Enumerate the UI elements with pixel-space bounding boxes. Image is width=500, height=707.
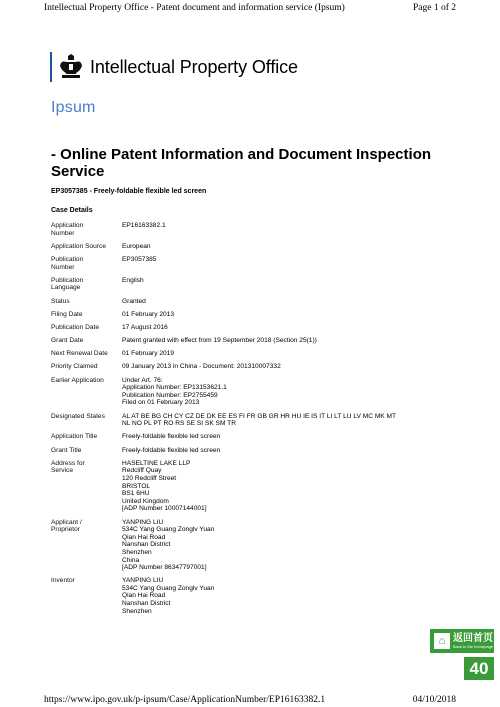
- details-value-line: Under Art. 76:: [122, 376, 163, 384]
- details-label-line: Priority Claimed: [51, 363, 98, 371]
- details-value-line: Redcliff Quay: [122, 467, 162, 475]
- details-value: [122, 377, 451, 407]
- details-label: [51, 277, 122, 292]
- details-value-line: 09 January 2013 in China - Document: 201310007332: [122, 363, 281, 371]
- details-value-line: Shenzhen: [122, 548, 152, 556]
- details-label: [51, 413, 122, 428]
- details-value: [122, 577, 451, 615]
- details-label: [51, 243, 122, 251]
- details-label: [51, 324, 122, 332]
- details-label-line: Designated States: [51, 412, 105, 420]
- details-label-line: Grant Title: [51, 446, 82, 454]
- ipsum-logo: [51, 99, 96, 117]
- details-label-line: Application: [51, 222, 84, 229]
- details-label: [51, 433, 122, 441]
- details-value-line: EP16163382.1: [122, 222, 166, 229]
- details-value-line: 01 February 2019: [122, 350, 175, 358]
- case-details-table: [51, 222, 451, 621]
- details-value-line: 534C Yang Guang Zonglv Yuan: [122, 584, 215, 592]
- page-number-badge: 40: [464, 657, 494, 680]
- details-value-line: NL NO PL PT RO RS SE SI SK SM TR: [122, 420, 236, 428]
- details-value-line: United Kingdom: [122, 497, 169, 505]
- details-value-line: Patent granted with effect from 19 September 2018 (Section 25(1)): [122, 337, 317, 345]
- details-row: [51, 460, 451, 513]
- details-label-line: Status: [51, 297, 70, 305]
- ipo-logo: [50, 50, 298, 84]
- details-value-line: Publication Number: EP2755459: [122, 391, 218, 399]
- details-row: [51, 298, 451, 306]
- details-value: [122, 460, 451, 513]
- details-row: [51, 311, 451, 319]
- details-row: [51, 243, 451, 251]
- details-value-line: 120 Redcliff Street: [122, 474, 177, 482]
- details-value-line: Freely-foldable flexible led screen: [122, 446, 221, 454]
- details-label: [51, 447, 122, 455]
- details-value-line: European: [122, 242, 151, 250]
- details-value-line: 17 August 2016: [122, 323, 168, 331]
- details-value: [122, 243, 451, 251]
- details-label-line: Grant Date: [51, 337, 84, 345]
- details-value-line: Filed on 01 February 2013: [122, 399, 200, 407]
- details-label-line: Earlier Application: [51, 376, 104, 384]
- details-label: [51, 519, 122, 572]
- details-value: [122, 363, 451, 371]
- details-value-line: Freely-foldable flexible led screen: [122, 433, 221, 441]
- details-row: [51, 413, 451, 428]
- logo-divider: [50, 52, 52, 82]
- details-value-line: HASELTINE LAKE LLP: [122, 459, 191, 467]
- details-value-line: BS1 6HU: [122, 490, 150, 498]
- details-row: [51, 337, 451, 345]
- print-header: [44, 3, 456, 13]
- details-value-line: Granted: [122, 297, 146, 305]
- details-label-line: Number: [51, 263, 75, 271]
- details-value-line: EP3057385: [122, 255, 157, 263]
- royal-crest-icon: [58, 53, 84, 81]
- details-row: [51, 433, 451, 441]
- details-value-line: [ADP Number 10007144001]: [122, 505, 207, 513]
- print-footer-url: https://www.ipo.gov.uk/p-ipsum/Case/ApplicationNumber/EP16163382.1: [44, 695, 326, 705]
- details-value: [122, 519, 451, 572]
- details-label: [51, 256, 122, 271]
- details-label-line: Application Title: [51, 433, 98, 441]
- details-label: [51, 363, 122, 371]
- details-value-line: 01 February 2013: [122, 310, 175, 318]
- print-footer-date: 04/10/2018: [412, 695, 456, 705]
- details-value: [122, 337, 451, 345]
- details-value: [122, 324, 451, 332]
- details-value: [122, 256, 451, 271]
- details-label: [51, 577, 122, 615]
- details-value-line: Nanshan District: [122, 541, 171, 549]
- details-value: [122, 413, 451, 428]
- details-label: [51, 298, 122, 306]
- details-value-line: Qian Hai Road: [122, 533, 166, 541]
- back-home-sublabel: Back to the homepage: [453, 644, 494, 649]
- details-value-line: AL AT BE BG CH CY CZ DE DK EE ES FI FR GB GR HR HU IE IS IT LI LT LU LV MC MK MT: [122, 412, 397, 420]
- page-title: - Online Patent Information and Document Inspection Service: [51, 146, 432, 180]
- details-value-line: Nanshan District: [122, 600, 171, 608]
- details-value-line: Shenzhen: [122, 607, 152, 615]
- details-label-line: Inventor: [51, 577, 75, 585]
- details-value: [122, 298, 451, 306]
- details-value: [122, 277, 451, 292]
- patent-subtitle: EP3057385 - Freely-foldable flexible led screen: [51, 188, 207, 195]
- details-value: [122, 433, 451, 441]
- details-label-line: Applicant /: [51, 518, 82, 526]
- ipo-name: Intellectual Property Office: [90, 56, 298, 77]
- details-value-line: Application Number: EP13153621.1: [122, 384, 227, 392]
- details-label: [51, 337, 122, 345]
- details-value-line: YANPING LIU: [122, 518, 164, 526]
- details-label: [51, 350, 122, 358]
- details-label-line: Application Source: [51, 242, 106, 250]
- details-label-line: Publication: [51, 255, 84, 263]
- details-row: [51, 277, 451, 292]
- details-label: [51, 460, 122, 513]
- details-label-line: Number: [51, 229, 75, 237]
- details-row: [51, 519, 451, 572]
- details-label-line: Publication Date: [51, 323, 100, 331]
- details-value-line: China: [122, 556, 140, 564]
- details-label-line: Publication: [51, 276, 84, 284]
- details-value: [122, 311, 451, 319]
- details-label-line: Next Renewal Date: [51, 350, 108, 358]
- print-header-page: Page 1 of 2: [412, 3, 456, 13]
- details-value-line: Qian Hai Road: [122, 592, 166, 600]
- back-home-label: 返回首页: [453, 633, 493, 644]
- details-label: [51, 377, 122, 407]
- details-value: [122, 350, 451, 358]
- details-row: [51, 363, 451, 371]
- ipsum-logo-text: Ipsum: [51, 99, 96, 116]
- details-value-line: YANPING LIU: [122, 577, 164, 585]
- details-row: [51, 222, 451, 237]
- home-icon: ⌂: [434, 633, 450, 649]
- print-header-title: Intellectual Property Office - Patent document and information service (Ipsum): [44, 3, 345, 13]
- details-label: [51, 311, 122, 319]
- details-value: [122, 447, 451, 455]
- details-row: [51, 577, 451, 615]
- details-value-line: English: [122, 276, 144, 284]
- details-label-line: Proprietor: [51, 526, 80, 534]
- details-row: [51, 324, 451, 332]
- details-label: [51, 222, 122, 237]
- details-row: [51, 350, 451, 358]
- details-value-line: 534C Yang Guang Zonglv Yuan: [122, 526, 215, 534]
- details-label-line: Service: [51, 467, 73, 475]
- details-value-line: [ADP Number 86347797001]: [122, 564, 207, 572]
- details-row: [51, 377, 451, 407]
- details-label-line: Language: [51, 284, 81, 292]
- case-details-heading: Case Details: [51, 207, 93, 214]
- details-label-line: Filing Date: [51, 310, 83, 318]
- details-label-line: Address for: [51, 459, 85, 467]
- back-home-button[interactable]: [430, 629, 494, 653]
- print-footer: [44, 695, 456, 705]
- details-value: [122, 222, 451, 237]
- details-value-line: BRISTOL: [122, 482, 151, 490]
- details-row: [51, 256, 451, 271]
- details-row: [51, 447, 451, 455]
